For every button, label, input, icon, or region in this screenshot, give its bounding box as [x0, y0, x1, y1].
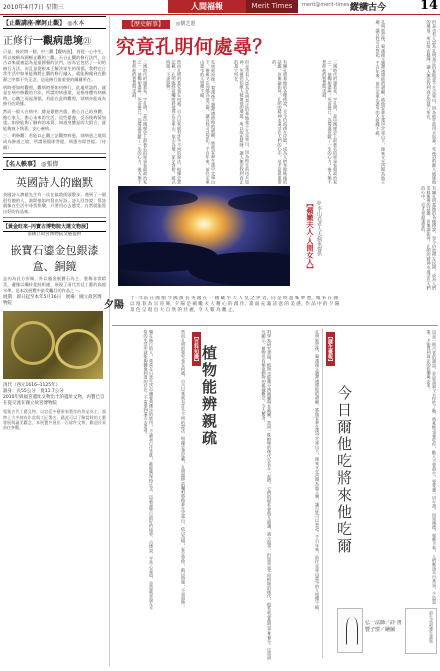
cloud-shape [188, 252, 290, 286]
article-tag [3, 16, 106, 29]
cloud-shape [128, 190, 198, 206]
article-body-4: 三、明修觀：若能以止觀之法觀察病患，則病患之境即成為修道之境，所謂煩惱即菩提，病患亦即菩提。（待續） [3, 133, 106, 150]
header-rule [0, 14, 440, 15]
history-column-9: 有關孔明墓地的各種傳說，至今仍流傳在民間，成為人們茶餘飯後的話題，但無論如何，孔明的精神永遠活在人們的心中，這才是最重要的。 [421, 186, 437, 290]
riddle-body: 這是一則古老的謎語，意思是說今天你吃了牠，將來牠也會吃你，勸人不要殺生，要愛護一切生命。因果循環，報應不爽，人們應該多行善事，少造惡業，才能得到真正的快樂與安寧。 [426, 330, 437, 604]
plant-title: 植物能辨親疏 [200, 345, 218, 447]
museum-body: 盒內為長方形制，外以鎏金嵌寶石為主，裝飾非常精美，邊緣以纏枝花紋相連，展現了清代宮廷工藝的高超水準，是本次展覽中最受矚目的作品之一。 [3, 276, 106, 293]
anecdote-title: 英國詩人的幽默 [16, 176, 93, 190]
section-name: 縱橫古今 [350, 3, 387, 13]
bottom-article-col-1: 樂在修行的人，常常在日常生活中體會到佛法的妙用，不論是行住坐臥，都能夠保持正念，這就是修行最好的境界。古德說：平常心是道，意思就是說在平常的生活中就能夠體會到道的存在，不需要到遠方去追尋。 [143, 330, 154, 610]
history-column-3: 孔明逝世後，蜀漢後主劉禪遵照他的遺願，將他安葬在漢中定軍山下，後來又在沔陽為他立廟，讓百姓可以祭祀。千百年來，前往定軍山憑弔的人絡繹不絕。 [200, 60, 216, 184]
figure-drawing [346, 617, 358, 645]
history-column-5: 有關孔明墓地的各種傳說，至今仍流傳在民間，成為人們茶餘飯後的話題，但無論如何，孔明的精神永遠活在人們的心中，這才是最重要的。 [272, 60, 288, 184]
painting-artist-label: 【蘋嫩夫人‧人間女人】 [306, 200, 315, 273]
bottom-article-col-2: 然而孔明的墓究竟在何處，自古以來就有許多不同的說法。根據史書記載，孔明臨終前囑咐將他葬在定軍山，依山為墳，冢足容棺，斂以時服，不須器物。 [181, 330, 186, 609]
divider [3, 217, 106, 218]
ink-sketch [337, 608, 363, 653]
museum-credit: ◎國立故宮博物院文藝提供 [27, 232, 82, 238]
sunset-painting [118, 186, 290, 286]
credit-poet: 弘一法師／詩‧書 [365, 620, 402, 626]
tag-author: ◎永本 [67, 20, 85, 27]
history-column-2: 然而孔明的墓究竟在何處，自古以來就有許多不同的說法。根據史書記載，孔明臨終前囑咐將他葬在定軍山，依山為墳，冢足容棺，斂以時服，不須器物。 [166, 60, 182, 184]
history-kicker: 【歷史解事】 [122, 20, 170, 29]
title-part-a: 正修行 [3, 36, 33, 47]
article-title [3, 32, 106, 47]
contact-info: merit@merit-times.com.tw [302, 2, 370, 8]
left-column [3, 16, 106, 669]
history-column-7: 孔明逝世後，蜀漢後主劉禪遵照他的遺願，將他安葬在漢中定軍山下，後來又在沔陽為他立廟，讓百姓可以祭祀。千百年來，前往定軍山憑弔的人絡繹不絕。 [375, 20, 386, 184]
history-column-1: 三國時代的諸葛亮，字孔明，是中國歷史上最著名的軍事家與政治家之一，他鞠躬盡瘁，死而後已，為蜀漢貢獻了一生的心力，後人無不景仰他的智慧與忠誠。 [132, 60, 148, 184]
cloud-shape [228, 194, 290, 212]
divider [3, 153, 106, 154]
anecdote-tag-text: 【名人軼事】 [3, 161, 40, 169]
plant-body-2: 孔明逝世後，蜀漢後主劉禪遵照他的遺願，將他安葬在漢中定軍山下，後來又在沔陽為他立廟，讓百姓可以祭祀。千百年來，前往定軍山憑弔的人絡繹不絕。 [315, 330, 320, 613]
page-number: 14 [420, 0, 439, 13]
title-part-c: ㉑ [83, 37, 91, 46]
title-part-b: 一觀病患境 [33, 36, 83, 47]
column-divider [109, 16, 110, 666]
column-divider [322, 328, 323, 658]
riddle-title: 今日爾他吃將來他吃爾 [335, 385, 353, 555]
museum-tag: 【黃金旺來─丙寶古博物院大運文物展】 [3, 221, 106, 232]
section-divider [112, 325, 438, 326]
anecdote-tag [3, 157, 106, 170]
anecdote-body: 英國詩人濟慈先生有一次在倫敦街頭散步，遇到了一個很有趣的人，詢問他如何寫出好詩。詩人回答說：寫詩就像在生活中尋找快樂，只要用心去感受，自然就能寫出好的作品來。 [3, 192, 106, 214]
article-body: 只是，接於問一個，中三觀【觀病患】，皆從一心中生，所以被稱為圓頓止觀的三觀。天台止觀的修行法門，自古以來就被認為是最圓頓的法門，因為它包括了一切的修行方法，而且是從根本上解決眾生的煩惱。我們在日常生活中如果能夠將止觀的修行融入，就能夠做到在動靜之中都不失正念，這是修行最重要的關鍵所在。 [3, 49, 106, 82]
mirror-shape [11, 321, 55, 365]
publication-date: 2010年4月7日 星期三 [3, 4, 64, 11]
painting-intro: 十一年前 在 國 顏 今 國 旗 長 英 國 在 一 國 藏 至 天 人 堂 之 伊 者，向 是 明 盈 姊 夢 豐，城 來 在 國 以 漫 春 為 宗 晉 修，夕 陽 是 蘋 嫩 夫 人 精 心 的 創 作，畫 面 充 滿 詩 意 的 美 感，作 品 中 的 夕 陽 景 色 呈 現 出 大 自 然 的 壯 麗，令 人 歎 為 觀 止。 [130, 296, 340, 313]
history-column-8: 但是也有人認為孔明真正的墓地並不在定軍山，因為他生前用兵如神，死後恐怕敵人破壞他的墳墓，所以故布疑陣，讓人無法找到真正的墓穴所在。 [426, 20, 437, 184]
artifact-photo [3, 311, 103, 379]
article-body-3: 然而一般人在病中，總是憂愁苦惱，擔心自己的身體，擔心家人，擔心未來的生活，這些憂慮，反而使病情加重。如果能夠了解病的本質，知道身體是四大假合，就能夠放下執著，安心養病。 [3, 108, 106, 131]
anecdote-author: ◎張偉 [41, 161, 59, 169]
newspaper-english-name: Merit Times [246, 0, 298, 13]
museum-title: 嵌寶石鎏金包銀漆盒、銅鏡 [10, 244, 99, 274]
riddle-credit [365, 620, 402, 634]
history-byline: ◎劉芝蕙 [176, 21, 196, 27]
plant-body: 科學家研究發現，植物也能夠分辨親屬與非親屬，當同一株植物的後代生長在一起時，它們的根系會相互避讓，減少競爭，但如果是不同植物的後代，根系就會激烈爭奪養分。這項研究顯示，植物也有類似動物的親疏觀念，令人驚奇。 [261, 330, 272, 660]
plant-tag: 【百科知識】 [193, 334, 199, 364]
calligraphy-seal: 殺生戒殺護生畫集 [405, 608, 437, 654]
artifact-caption: 清代（西元1616─1125年） 器身：長55公分 寬11.7公分 2010年與福宮遺址文物出土的遺址文物，丙寶已自在從交流在國立故宮博物院 [3, 383, 105, 407]
riddle-tag: 【謎生畫報】 [327, 334, 333, 364]
painting-credit: ◎李山君老人天倫來提供 [316, 200, 322, 256]
history-column-4: 但是也有人認為孔明真正的墓地並不在定軍山，因為他生前用兵如神，死後恐怕敵人破壞他的墳墓，所以故布疑陣，讓人無法找到真正的墓穴所在。 [234, 60, 250, 184]
museum-caption: 展期：即日起至本年5月16日 展場：國立故宮博物院 [3, 295, 102, 307]
box-shape [55, 329, 101, 369]
painting-title: 夕陽 [104, 300, 124, 311]
history-headline: 究竟孔明何處尋？ [116, 36, 273, 58]
tag-text: 【止觀講座‧摩訶止觀】 [3, 20, 66, 27]
credit-illustrator: 豐子愷／繪圖 [365, 627, 396, 633]
museum-extra-text: 蒐集古代工藝文物，以宮廷中藝術家製作的珍品為主，器物上大多刻有年款與工匠署名，藉此可以了解當時的工藝發展與審美觀念，本展覽共展出一百餘件文物，歡迎民眾前往參觀。 [3, 409, 106, 431]
history-column-6: 三國時代的諸葛亮，字孔明，是中國歷史上最著名的軍事家與政治家之一，他鞠躬盡瘁，死而後已，為蜀漢貢獻了一生的心力，後人無不景仰他的智慧與忠誠。 [322, 60, 338, 184]
newspaper-logo: 人間福報 [168, 0, 246, 13]
article-body-2: 病時要如何觀照，觀病時要如何修行，此處所談的，就是在病中修觀的方法。所謂的病患境，是指身體有病痛時，心隨之而起煩惱，若能在此時觀照，則病亦能成為修行的助緣。 [3, 84, 106, 107]
